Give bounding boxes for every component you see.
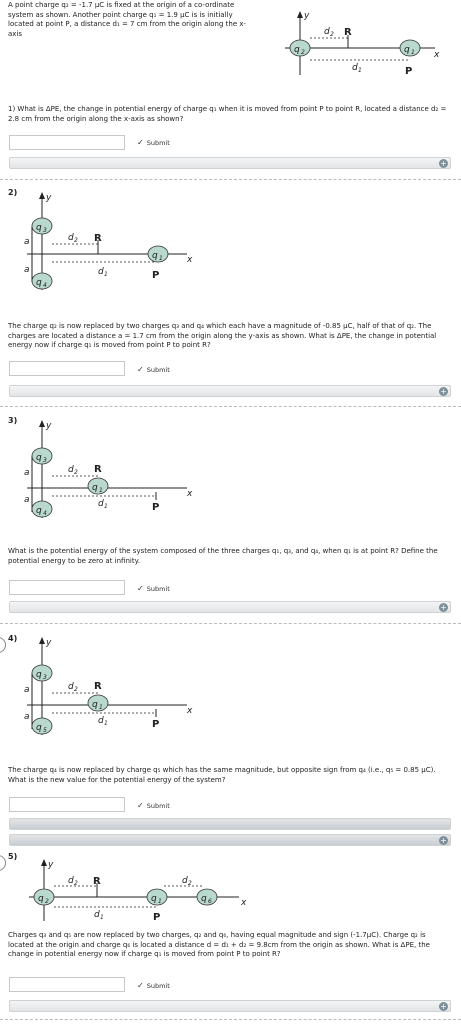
side-tab-icon[interactable] [0, 637, 6, 653]
check-icon: ✓ [137, 365, 144, 374]
svg-text:d: d [352, 63, 358, 73]
svg-text:q: q [36, 506, 42, 516]
svg-text:1: 1 [158, 898, 162, 905]
svg-text:1: 1 [99, 487, 103, 494]
svg-text:q: q [36, 670, 42, 680]
question-2-number: 2) [8, 188, 18, 197]
svg-text:2: 2 [188, 880, 192, 887]
expand-bar-4a[interactable] [9, 818, 451, 830]
svg-text:4: 4 [43, 510, 47, 517]
check-icon: ✓ [137, 981, 144, 990]
svg-text:5: 5 [43, 727, 47, 734]
check-icon: ✓ [137, 584, 144, 593]
svg-text:q: q [151, 894, 157, 904]
svg-text:x: x [187, 489, 193, 499]
svg-text:2: 2 [330, 31, 334, 38]
svg-text:d: d [94, 910, 100, 920]
svg-text:q: q [36, 223, 42, 233]
submit-button-2[interactable]: ✓ Submit [137, 365, 170, 374]
svg-text:a: a [24, 468, 30, 478]
svg-text:a: a [24, 712, 30, 722]
plus-icon[interactable]: + [440, 1002, 447, 1011]
svg-text:R: R [93, 876, 101, 887]
plus-icon[interactable]: + [440, 387, 447, 396]
svg-text:x: x [187, 706, 193, 716]
diagram-4 [22, 637, 202, 737]
expand-bar-5[interactable] [9, 1000, 451, 1012]
svg-text:d: d [98, 716, 104, 726]
expand-bar-2[interactable] [9, 385, 451, 397]
svg-text:6: 6 [208, 898, 212, 905]
svg-text:d: d [98, 267, 104, 277]
svg-text:1: 1 [104, 503, 108, 510]
plus-icon[interactable]: + [440, 159, 447, 168]
svg-text:R: R [344, 27, 352, 38]
diagram-1 [275, 5, 455, 80]
svg-text:R: R [94, 233, 102, 244]
svg-text:d: d [68, 465, 74, 475]
answer-input-5[interactable] [9, 977, 125, 992]
svg-text:y: y [304, 11, 310, 21]
svg-text:4: 4 [43, 282, 47, 289]
svg-text:y: y [46, 638, 52, 648]
divider [0, 1019, 461, 1020]
svg-text:2: 2 [74, 686, 78, 693]
svg-text:q: q [36, 278, 42, 288]
svg-text:a: a [24, 685, 30, 695]
svg-text:q: q [404, 45, 410, 55]
svg-text:1: 1 [100, 914, 104, 921]
svg-text:P: P [153, 912, 161, 923]
svg-text:a: a [24, 265, 30, 275]
check-icon: ✓ [137, 138, 144, 147]
svg-text:P: P [405, 66, 413, 77]
svg-text:q: q [36, 723, 42, 733]
svg-text:R: R [94, 464, 102, 475]
svg-text:1: 1 [411, 49, 415, 56]
svg-text:P: P [152, 719, 160, 730]
svg-text:a: a [24, 495, 30, 505]
svg-text:q: q [38, 894, 44, 904]
svg-text:3: 3 [43, 457, 47, 464]
question-3-text: What is the potential energy of the system composed of the three charges q₁, q₃, and q₄, when q₁ is at point R? Define the potential energy to be zero at infinity. [8, 547, 438, 565]
svg-text:1: 1 [104, 271, 108, 278]
question-2-text: The charge q₂ is now replaced by two charges q₃ and q₄ which each have a magnitude of -0.85 μC, half of that of q₂. The charges are located a distance a = 1.7 cm from the origin along the y-axis as shown. What is ΔPE, the change in potential energy now if charge q₁ is moved from point P to point R? [8, 322, 437, 349]
svg-text:x: x [241, 898, 247, 908]
svg-text:P: P [152, 502, 160, 513]
answer-input-3[interactable] [9, 580, 125, 595]
submit-button-5[interactable]: ✓ Submit [137, 981, 170, 990]
svg-text:3: 3 [43, 674, 47, 681]
svg-text:x: x [434, 50, 440, 60]
svg-text:2: 2 [301, 49, 305, 56]
svg-text:q: q [201, 894, 207, 904]
svg-text:y: y [48, 860, 54, 870]
svg-text:d: d [324, 27, 330, 37]
submit-button-4[interactable]: ✓ Submit [137, 801, 170, 810]
svg-text:P: P [152, 270, 160, 281]
divider [0, 406, 461, 407]
svg-text:d: d [68, 682, 74, 692]
svg-text:x: x [187, 255, 193, 265]
svg-text:y: y [46, 193, 52, 203]
answer-input-1[interactable] [9, 135, 125, 150]
svg-text:d: d [182, 876, 188, 886]
svg-text:a: a [24, 237, 30, 247]
svg-text:d: d [98, 499, 104, 509]
svg-text:q: q [152, 251, 158, 261]
svg-text:1: 1 [358, 67, 362, 74]
side-tab-icon[interactable] [0, 855, 6, 871]
plus-icon[interactable]: + [440, 603, 447, 612]
question-3-number: 3) [8, 416, 18, 425]
intro-text: A point charge q₂ = -1.7 μC is fixed at the origin of a co-ordinate system as shown. Another point charge q₁ = 1.9 μC is is initially located at point P, a distance d₁ = 7 cm from the origin along the x-axis [8, 1, 247, 38]
submit-button-3[interactable]: ✓ Submit [137, 584, 170, 593]
svg-text:d: d [68, 876, 74, 886]
diagram-2 [22, 192, 202, 292]
svg-text:2: 2 [45, 898, 49, 905]
svg-text:q: q [36, 453, 42, 463]
submit-button-1[interactable]: ✓ Submit [137, 138, 170, 147]
svg-text:q: q [92, 483, 98, 493]
question-1-text: 1) What is ΔPE, the change in potential energy of charge q₁ when it is moved from point P to point R, located a distance d₂ = 2.8 cm from the origin along the x-axis as shown? [8, 105, 447, 123]
expand-bar-4b[interactable] [9, 834, 451, 846]
expand-bar-3[interactable] [9, 601, 451, 613]
svg-text:2: 2 [74, 469, 78, 476]
question-4-text: The charge q₄ is now replaced by charge q₅ which has the same magnitude, but opposite sign from q₄ (i.e., q₅ = 0.85 μC). What is the new value for the potential energy of the system? [8, 766, 436, 784]
answer-input-2[interactable] [9, 361, 125, 376]
svg-text:2: 2 [74, 237, 78, 244]
svg-text:y: y [46, 421, 52, 431]
svg-text:d: d [68, 233, 74, 243]
question-5-number: 5) [8, 852, 18, 861]
check-icon: ✓ [137, 801, 144, 810]
answer-input-4[interactable] [9, 797, 125, 812]
svg-text:R: R [94, 681, 102, 692]
divider [0, 623, 461, 624]
plus-icon[interactable]: + [440, 836, 447, 845]
svg-text:1: 1 [159, 255, 163, 262]
question-5-text: Charges q₃ and q₅ are now replaced by two charges, q₂ and q₆, having equal magnitude and sign (-1.7μC). Charge q₂ is located at the origin and charge q₆ is located a distance d = d₁ + d₂ = 9.8cm from the origin as shown. What is ΔPE, the change in potential energy now if charge q₁ is moved from point P to point R? [8, 931, 430, 958]
question-4-number: 4) [8, 634, 18, 643]
diagram-5 [24, 857, 254, 923]
expand-bar-1[interactable] [9, 157, 451, 169]
svg-text:q: q [92, 700, 98, 710]
divider [0, 179, 461, 180]
diagram-3 [22, 420, 202, 520]
svg-text:1: 1 [104, 720, 108, 727]
svg-text:3: 3 [43, 227, 47, 234]
svg-text:2: 2 [74, 880, 78, 887]
svg-text:1: 1 [99, 704, 103, 711]
svg-text:q: q [294, 45, 300, 55]
